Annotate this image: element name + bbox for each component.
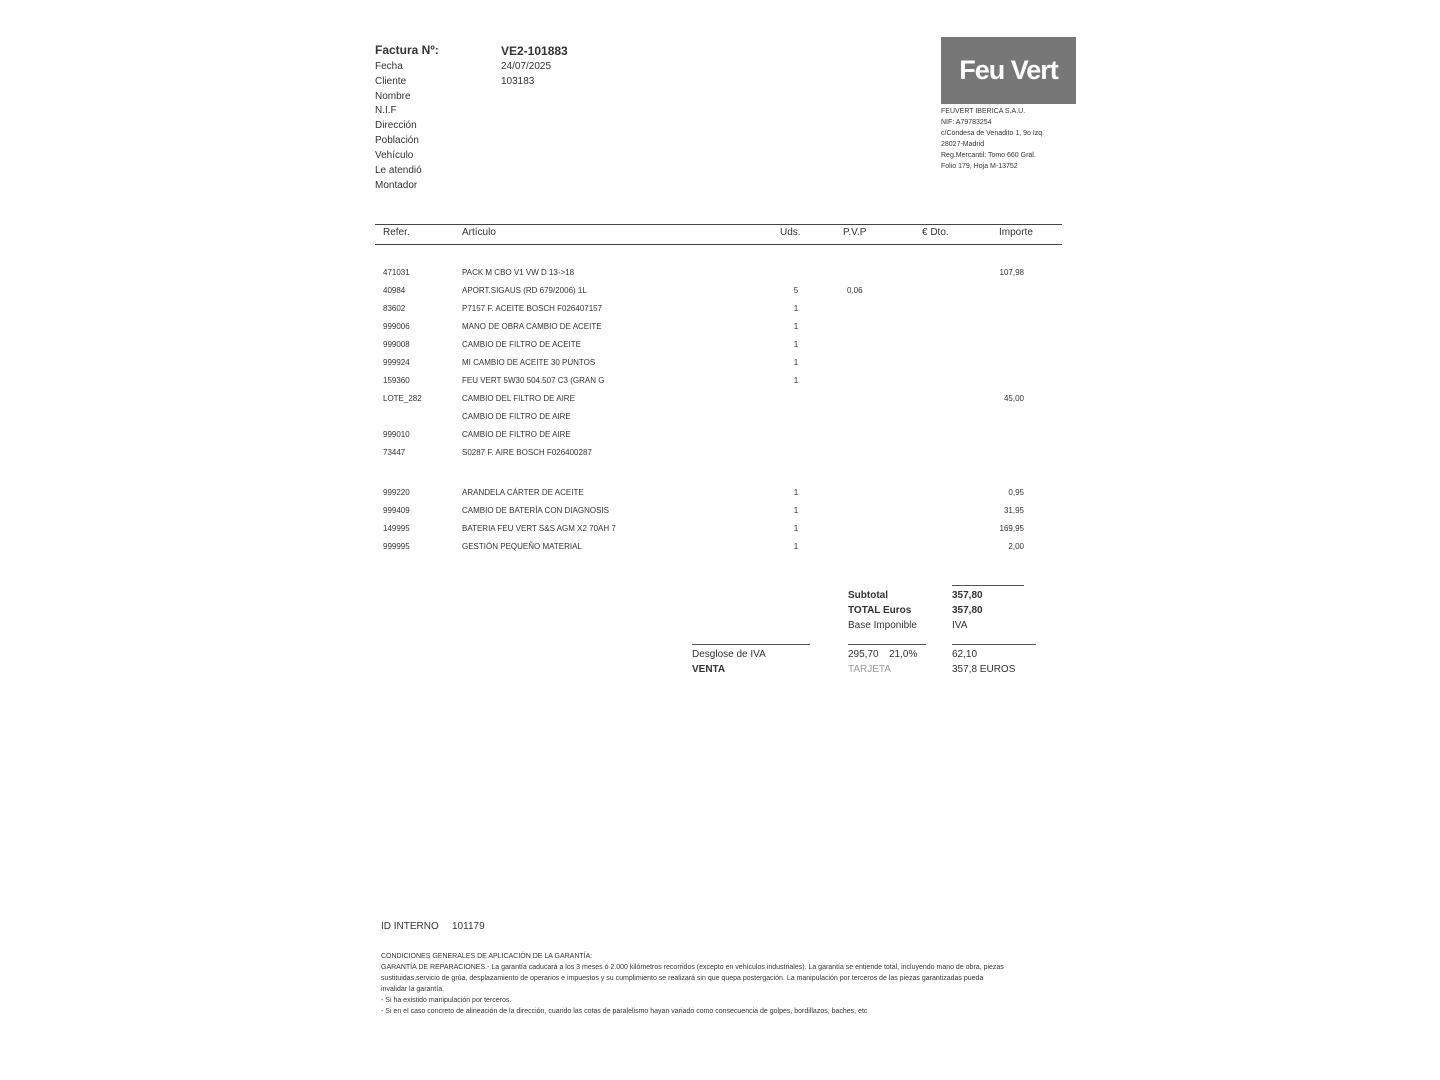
row-ref: 83602 — [383, 304, 406, 313]
row-article: CAMBIO DE FILTRO DE ACEITE — [462, 340, 581, 349]
date-label: Fecha — [375, 61, 403, 72]
vehicle-label: Vehículo — [375, 150, 414, 161]
internal-id-label: ID INTERNO — [381, 921, 439, 932]
row-ref: 999010 — [383, 430, 410, 439]
row-article: MI CAMBIO DE ACEITE 30 PUNTOS — [462, 358, 596, 367]
payment-method: TARJETA — [848, 664, 891, 675]
table-top-rule — [375, 224, 1062, 225]
invoice-number: VE2-101883 — [501, 44, 568, 58]
row-units: 1 — [793, 304, 799, 313]
vat-rate: 21,0% — [889, 649, 918, 660]
row-article: S0287 F. AIRE BOSCH F026400287 — [462, 448, 592, 457]
iva-rule — [952, 644, 1036, 645]
table-row — [0, 376, 1440, 394]
base-rule — [848, 644, 926, 645]
table-row — [0, 286, 1440, 304]
attended-by-label: Le atendió — [375, 165, 422, 176]
row-article: ARANDELA CÁRTER DE ACEITE — [462, 488, 584, 497]
subtotal-label: Subtotal — [848, 590, 888, 601]
table-row — [0, 304, 1440, 322]
table-row — [0, 394, 1440, 412]
row-ref: LOTE_282 — [383, 394, 422, 403]
sale-label: VENTA — [692, 664, 726, 675]
table-row — [0, 430, 1440, 448]
client-number: 103183 — [501, 76, 535, 87]
table-row — [0, 524, 1440, 542]
row-price: 0,06 — [847, 286, 863, 295]
row-amount: 45,00 — [1003, 394, 1024, 403]
row-article: P7157 F. ACEITE BOSCH F026407157 — [462, 304, 603, 313]
row-ref: 999409 — [383, 506, 410, 515]
row-amount: 31,95 — [1003, 506, 1024, 515]
name-label: Nombre — [375, 91, 411, 102]
row-units: 1 — [793, 506, 799, 515]
table-row — [0, 412, 1440, 430]
row-ref: 999220 — [383, 488, 410, 497]
nif-label: N.I.F — [375, 105, 397, 116]
row-ref: 999995 — [383, 542, 410, 551]
table-row — [0, 358, 1440, 376]
warranty-title: CONDICIONES GENERALES DE APLICACIÓN DE LA GARANTÍA: — [381, 953, 593, 960]
client-label: Cliente — [375, 76, 407, 87]
warranty-line: - Si ha existido manipulación por terceros. — [381, 997, 512, 1004]
row-article: CAMBIO DE BATERÍA CON DIAGNOSIS — [462, 506, 609, 515]
row-ref: 999924 — [383, 358, 410, 367]
row-ref: 999008 — [383, 340, 410, 349]
desglose-rule — [692, 644, 810, 645]
company-nif: NIF: A79783254 — [941, 119, 992, 126]
total-value: 357,80 — [952, 605, 983, 616]
col-header-amount: Importe — [999, 227, 1033, 238]
row-article: PACK M CBO V1 VW D 13->18 — [462, 268, 575, 277]
warranty-line: sustituidas,servicio de grúa, desplazamiento de operarios e impuestos y su cumplimiento se realizará sin que quepa postergación. La manipulación por terceros de las piezas garantizadas pueda — [381, 975, 984, 982]
warranty-line: GARANTÍA DE REPARACIONES.- La garantía caducará a los 3 meses ó 2.000 kilómetros recorridos (excepto en vehículos industriales). La garantía se entiende total, incluyendo mano de obra, piezas — [381, 964, 1004, 971]
table-row — [0, 340, 1440, 358]
row-article: BATERIA FEU VERT S&S AGM X2 70AH 7 — [462, 524, 616, 533]
warranty-line: - Si en el caso concreto de alineación de la dirección, cuando las cotas de paralelismo hayan variado como consecuencia de golpes, bordillazos, baches, etc — [381, 1008, 868, 1015]
row-ref: 999006 — [383, 322, 410, 331]
row-units: 1 — [793, 524, 799, 533]
total-label: TOTAL Euros — [848, 605, 912, 616]
row-units: 5 — [793, 286, 799, 295]
iva-label: IVA — [952, 620, 968, 631]
col-header-discount: € Dto. — [922, 227, 949, 238]
row-units: 1 — [793, 542, 799, 551]
company-name: FEUVERT IBERICA S.A.U. — [941, 108, 1026, 115]
address-label: Dirección — [375, 120, 417, 131]
row-ref: 149995 — [383, 524, 410, 533]
internal-id-value: 101179 — [452, 921, 485, 932]
table-row — [0, 506, 1440, 524]
company-city: 28027-Madrid — [941, 141, 985, 148]
row-units: 1 — [793, 322, 799, 331]
row-units: 1 — [793, 488, 799, 497]
company-folio: Folio 179, Hoja M-13752 — [941, 163, 1018, 170]
vat-value: 62,10 — [952, 649, 978, 660]
company-info — [941, 106, 1044, 172]
city-label: Población — [375, 135, 419, 146]
row-ref: 471031 — [383, 268, 410, 277]
invoice-number-label: Factura Nº: — [375, 43, 439, 57]
row-amount: 169,95 — [999, 524, 1024, 533]
col-header-units: Uds. — [780, 227, 801, 238]
row-units: 1 — [793, 358, 799, 367]
logo-text: Feu Vert — [959, 55, 1058, 85]
feu-vert-logo — [941, 37, 1076, 104]
fitter-label: Montador — [375, 180, 418, 191]
row-units: 1 — [793, 340, 799, 349]
invoice-date: 24/07/2025 — [501, 61, 552, 72]
table-row — [0, 542, 1440, 560]
row-article: CAMBIO DE FILTRO DE AIRE — [462, 430, 571, 439]
warranty-line: invalidar la garantía. — [381, 986, 445, 993]
subtotal-value: 357,80 — [952, 590, 983, 601]
totals-rule — [952, 585, 1024, 586]
row-article: APORT.SIGAUS (RD 679/2006) 1L — [462, 286, 587, 295]
taxable-base-value: 295,70 — [848, 649, 879, 660]
table-row — [0, 322, 1440, 340]
company-registry: Reg.Mercantil: Tomo 660 Gral. — [941, 152, 1036, 159]
row-ref: 159360 — [383, 376, 410, 385]
row-amount: 107,98 — [999, 268, 1024, 277]
row-amount: 0,95 — [1008, 488, 1024, 497]
vat-breakdown-label: Desglose de IVA — [692, 649, 766, 660]
col-header-ref: Refer. — [383, 227, 410, 238]
row-ref: 40984 — [383, 286, 406, 295]
row-amount: 2,00 — [1008, 542, 1024, 551]
col-header-price: P.V.P — [843, 227, 867, 238]
taxable-base-label: Base Imponible — [848, 620, 917, 631]
table-row — [0, 268, 1440, 286]
payment-amount: 357,8 EUROS — [952, 664, 1016, 675]
row-ref: 73447 — [383, 448, 406, 457]
table-row — [0, 448, 1440, 466]
table-row — [0, 488, 1440, 506]
row-article: GESTIÓN PEQUEÑO MATERIAL — [462, 542, 582, 551]
row-article: MANO DE OBRA CAMBIO DE ACEITE — [462, 322, 602, 331]
company-address: c/Condesa de Venadito 1, 9o Izq. — [941, 130, 1045, 137]
row-units: 1 — [793, 376, 799, 385]
table-header-rule — [375, 244, 1062, 245]
row-article: CAMBIO DEL FILTRO DE AIRE — [462, 394, 575, 403]
col-header-article: Artículo — [462, 227, 496, 238]
row-article: CAMBIO DE FILTRO DE AIRE — [462, 412, 571, 421]
row-article: FEU VERT 5W30 504.507 C3 (GRAN G — [462, 376, 605, 385]
